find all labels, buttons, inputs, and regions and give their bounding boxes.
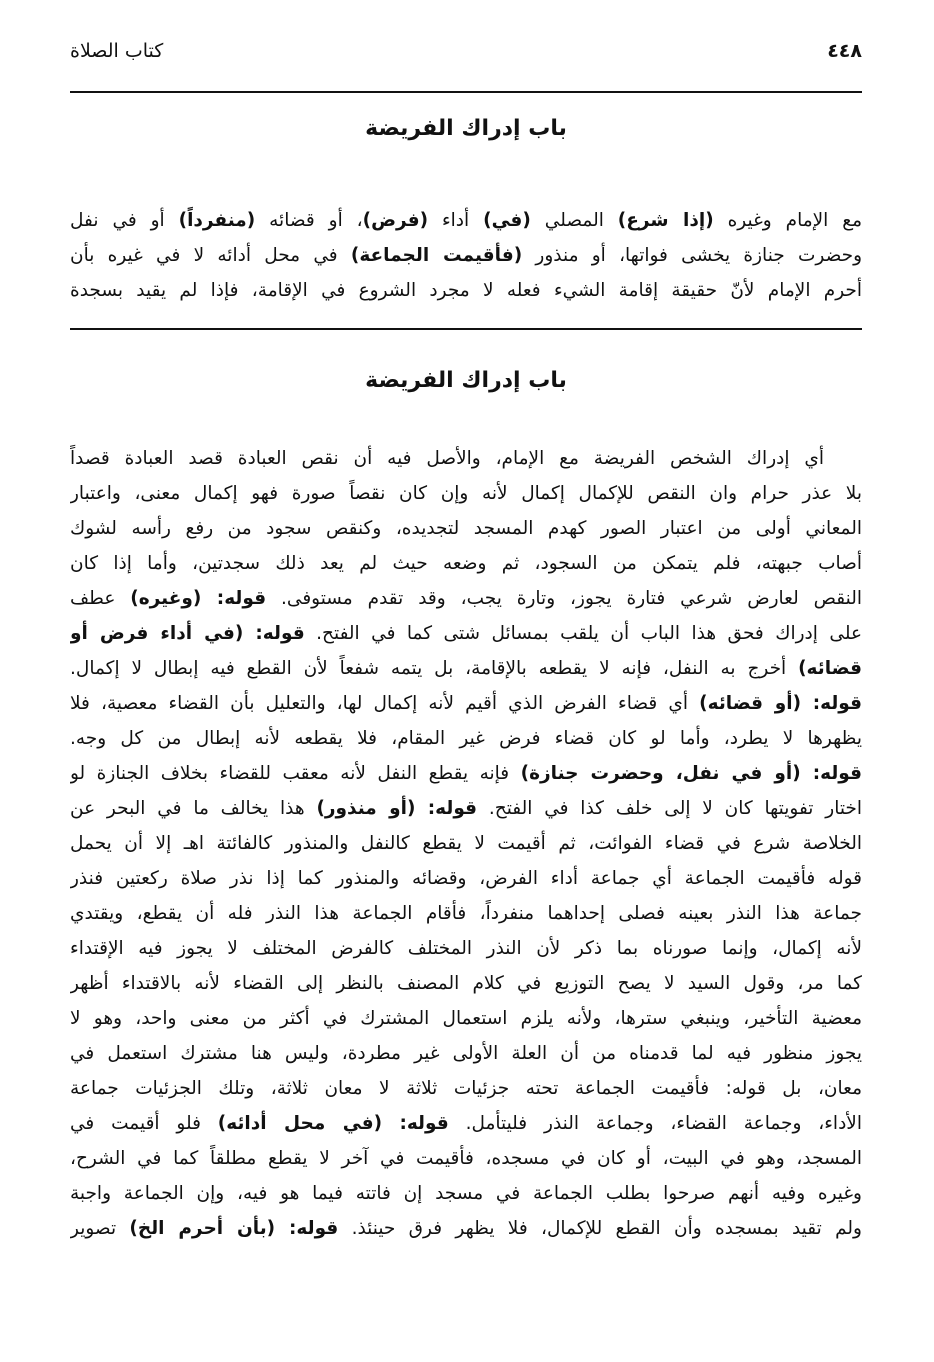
text-segment: فلو أقيمت في (70, 1113, 218, 1134)
text-segment: وغيره وفيه أنهم صرحوا بطلب الجماعة في مسجد إن فاتته فيما هو فيه، وإن الجماعة واجبة (70, 1183, 862, 1204)
bold-quote: قوله: (أو في نفل، وحضرت جنازة) (520, 763, 862, 784)
text-line (70, 273, 862, 308)
text-line (70, 896, 862, 931)
text-segment: أو في نفل (70, 210, 179, 231)
bold-quote: (فرض) (362, 210, 429, 231)
text-line (70, 686, 862, 721)
matn-text (70, 203, 862, 308)
text-segment: فإنه يقطع النفل لأنه معقب للقضاء بخلاف الجنازة لو (70, 763, 521, 784)
text-segment: لأنه إكمال، وإنما صورناه بما ذكر لأن النذر المختلف كالفرض المختلف لا يجوز فيه الإقتداء (70, 938, 862, 959)
text-segment: قوله فأقيمت الجماعة أي جماعة أداء الفرض، وقضائه والمنذور كما إذا نذر صلاة ركعتين فنذر (70, 868, 862, 889)
text-line (70, 1141, 862, 1176)
text-segment: المسجد، وهو في البيت، أو كان في مسجده، فأقيمت في آخر لا يقطع مطلقاً كما في الشرح، (70, 1148, 862, 1169)
text-segment: في محل أدائه لا في غيره بأن (70, 245, 351, 266)
bold-quote: قوله: (أو منذور) (316, 798, 478, 819)
text-segment: المصلي (530, 210, 618, 231)
text-segment: أي إدراك الشخص الفريضة مع الإمام، والأصل فيه أن نقص العبادة قصد العبادة قصداً (70, 448, 824, 469)
text-segment: أحرم الإمام لأنّ حقيقة إقامة الشيء فعله لا مجرد الشروع في الإقامة، فإذا لم يقيد بسجدة (70, 280, 862, 301)
text-segment: المعاني أولى من اعتبار الصور كهدم المسجد لتجديده، وكنقص سجود من رفع رأسه لشوك (70, 518, 862, 539)
text-line (70, 966, 862, 1001)
text-line (70, 756, 862, 791)
matn-title: باب إدراك الفريضة (365, 116, 567, 141)
text-segment: أي قضاء الفرض الذي أقيم لأنه إكمال لها، والتعليل بأن القضاء معصية، فلا (70, 693, 700, 714)
matn-divider (70, 328, 862, 330)
text-segment: أصاب جبهته، فلم يتمكن من السجود، ثم وضعه حيث لم يعد ذلك سجدتين، وأما إذا كان (70, 553, 862, 574)
text-segment: جماعة هذا النذر بعينه فصلى إحداهما منفرداً، فأقام الجماعة هذا النذر فله أن يقطع، ويقتدي (70, 903, 862, 924)
text-line (70, 861, 862, 896)
bold-quote: قوله: (في محل أدائه) (217, 1113, 449, 1134)
bold-quote: قوله: (في أداء فرض أو (70, 623, 305, 644)
text-line (70, 1001, 862, 1036)
text-line (70, 1071, 862, 1106)
text-line (70, 651, 862, 686)
text-line (70, 826, 862, 861)
text-line (70, 1106, 862, 1141)
text-segment: الأداء، وجماعة القضاء، وجماعة النذر فليتأمل. (448, 1113, 862, 1134)
text-line (70, 791, 862, 826)
text-segment: وحضرت جنازة يخشى فواتها، أو منذور (522, 245, 862, 266)
text-segment: عطف (70, 588, 131, 609)
text-line (70, 1176, 862, 1211)
bold-quote: قوله: (بأن أحرم الخ) (129, 1218, 339, 1239)
text-segment: هذا يخالف ما في البحر عن (70, 798, 317, 819)
bold-quote: قوله: (أو قضائه) (699, 693, 862, 714)
text-line (70, 441, 862, 476)
text-segment: النقص لعارض شرعي فتارة يجوز، وتارة يجب، وقد تقدم مستوفى. (266, 588, 862, 609)
text-segment: ، أو قضائه (255, 210, 363, 231)
sharh-text (70, 441, 862, 1246)
text-line (70, 546, 862, 581)
bold-quote: (في) (483, 210, 531, 231)
text-segment: مع الإمام وغيره (713, 210, 862, 231)
text-segment: اختار تفويتها كان لا إلى خلف كذا في الفتح. (477, 798, 862, 819)
text-segment: الخلاصة شرع في قضاء الفوائت، ثم أقيمت لا يقطع كالنفل والمنذور كالفائتة اهـ إلا أن يحمل (70, 833, 862, 854)
text-line (70, 616, 862, 651)
text-line (70, 511, 862, 546)
header-divider (70, 91, 862, 93)
text-segment: يجوز منظور فيه لما قدمناه من أن العلة الأولى غير مطردة، وليس هنا مشترك استعمل في (70, 1043, 862, 1064)
text-segment: أداء (428, 210, 484, 231)
text-segment: معان، بل قوله: فأقيمت الجماعة تحته جزئيات ثلاثة لا معان ثلاثة، وتلك الجزئيات جماعة (70, 1078, 862, 1099)
text-line (70, 1036, 862, 1071)
sharh-title: باب إدراك الفريضة (365, 368, 567, 393)
text-segment: معضية التأخير، وينبغي سترها، ولأنه يلزم استعمال المشترك في أكثر من معنى واحد، وهو لا (70, 1008, 862, 1029)
text-line (70, 238, 862, 273)
text-segment: تصوير (70, 1218, 130, 1239)
text-segment: ولم تقيد بمسجده وأن القطع للإكمال، فلا يظهر فرق حينئذ. (338, 1218, 862, 1239)
page-number: ٤٤٨ (827, 40, 862, 62)
text-segment: بلا عذر حرام وان النقص للإكمال إكمال لأنه وإن كان نقصاً صورة فهو إكمال معنى، واعتبار (70, 483, 862, 504)
text-segment: يظهرها لا يطرد، وأما لو كان قضاء فرض غير المقام، فلا يقطعه لأنه إبطال من كل وجه. (70, 728, 862, 749)
text-line (70, 476, 862, 511)
bold-quote: (إذا شرع) (617, 210, 714, 231)
text-segment: كما مر، وقول السيد لا يصح التوزيع في كلام المصنف بالنظر إلى القضاء لأنه بالاقتداء أظهر (70, 973, 862, 994)
running-header (70, 40, 862, 70)
text-line (70, 931, 862, 966)
text-line (70, 1211, 862, 1246)
text-line (70, 203, 862, 238)
bold-quote: قوله: (وغيره) (130, 588, 267, 609)
text-line (70, 581, 862, 616)
bold-quote: (منفرداً) (178, 210, 256, 231)
bold-quote: (فأقيمت الجماعة) (350, 245, 523, 266)
text-line (70, 721, 862, 756)
text-segment: على إدراك فحق هذا الباب أن يلقب بمسائل شتى كما في الفتح. (304, 623, 862, 644)
bold-quote: قضائه) (798, 658, 862, 679)
book-title: كتاب الصلاة (70, 40, 164, 62)
text-segment: أخرج به النفل، فإنه لا يقطعه بالإقامة، بل يتمه شفعاً لأن القطع فيه إبطال لا إكمال. (70, 658, 799, 679)
